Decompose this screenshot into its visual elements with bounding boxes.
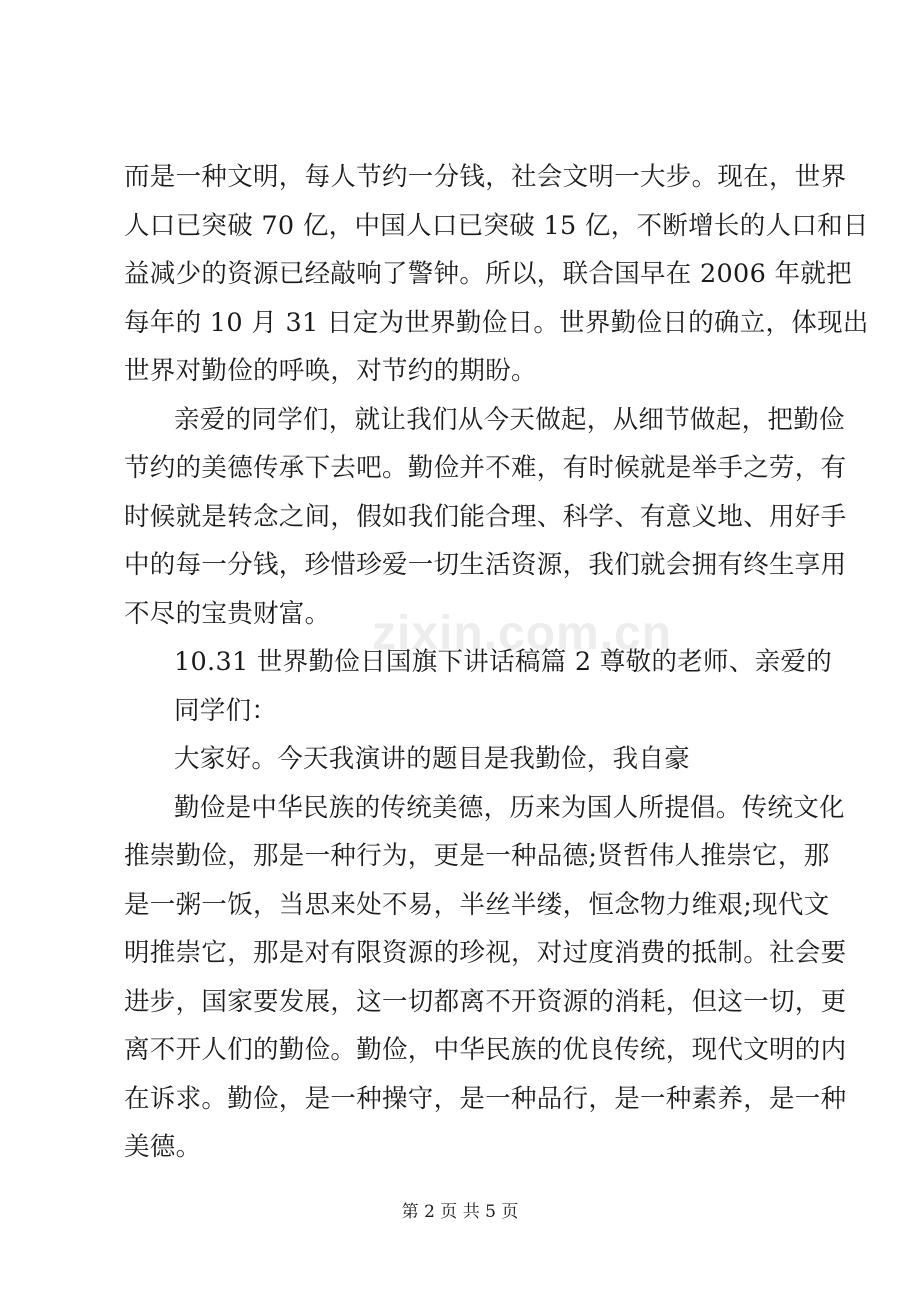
body-text-line: 不尽的宝贵财富。 bbox=[124, 598, 331, 629]
body-text-line: 中的每一分钱，珍惜珍爱一切生活资源，我们就会拥有终生享用 bbox=[124, 550, 847, 580]
body-text-line: 益减少的资源已经敲响了警钟。所以，联合国早在 2006 年就把 bbox=[124, 259, 852, 289]
body-text-line: 推崇勤俭，那是一种行为，更是一种品德;贤哲伟人推崇它，那 bbox=[124, 841, 830, 871]
section-heading-line: 10.31 世界勤俭日国旗下讲话稿篇 2 尊敬的老师、亲爱的 bbox=[174, 647, 833, 677]
greeting-line: 大家好。今天我演讲的题目是我勤俭，我自豪 bbox=[174, 744, 691, 774]
body-text-line: 世界对勤俭的呼唤，对节约的期盼。 bbox=[124, 356, 537, 386]
paragraph-first-line: 亲爱的同学们，就让我们从今天做起，从细节做起，把勤俭 bbox=[174, 404, 845, 435]
body-text-line: 离不开人们的勤俭。勤俭，中华民族的优良传统，现代文明的内 bbox=[124, 1035, 847, 1065]
body-text-line: 美德。 bbox=[124, 1132, 202, 1162]
body-text-line: 进步，国家要发展，这一切都离不开资源的消耗，但这一切，更 bbox=[124, 986, 847, 1017]
body-text-line: 在诉求。勤俭，是一种操守，是一种品行，是一种素养，是一种 bbox=[124, 1083, 847, 1114]
body-text-line: 时候就是转念之间，假如我们能合理、科学、有意义地、用好手 bbox=[124, 501, 847, 532]
page-number-footer: 第 2 页 共 5 页 bbox=[401, 1202, 519, 1222]
body-text-line: 是一粥一饭，当思来处不易，半丝半缕，恒念物力维艰;现代文 bbox=[124, 889, 830, 920]
body-text-line: 人口已突破 70 亿，中国人口已突破 15 亿，不断增长的人口和日 bbox=[124, 210, 869, 241]
salutation-line: 同学们： bbox=[174, 695, 278, 726]
body-text-line: 明推崇它，那是对有限资源的珍视，对过度消费的抵制。社会要 bbox=[124, 938, 847, 968]
paragraph-first-line: 勤俭是中华民族的传统美德，历来为国人所提倡。传统文化 bbox=[174, 792, 845, 823]
body-text-line: 节约的美德传承下去吧。勤俭并不难，有时候就是举手之劳，有 bbox=[124, 453, 847, 483]
watermark: zixin.com.cn bbox=[372, 607, 673, 660]
body-text-line: 每年的 10 月 31 日定为世界勤俭日。世界勤俭日的确立，体现出 bbox=[124, 307, 869, 338]
body-text-line: 而是一种文明，每人节约一分钱，社会文明一大步。现在，世界 bbox=[124, 162, 847, 192]
